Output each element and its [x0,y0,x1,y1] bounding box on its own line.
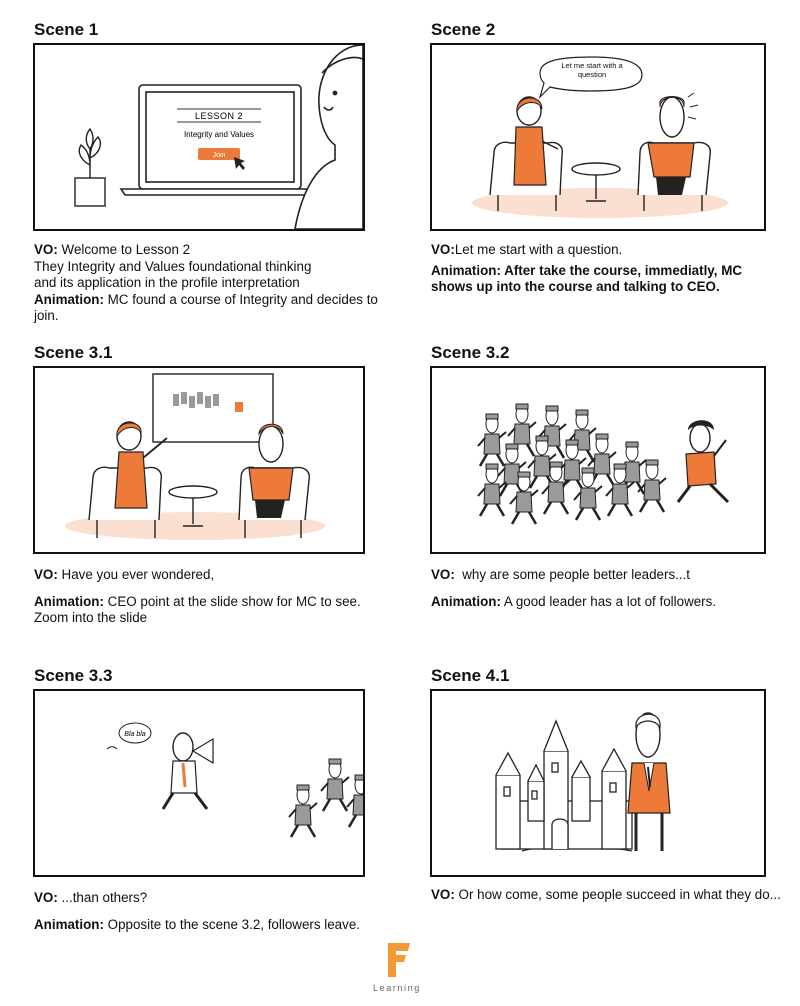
vo-line-3: and its application in the profile interpretation [34,275,300,290]
vo-text: ...than others? [61,890,148,905]
scene-3-2-illustration [432,368,764,552]
screen-course: Integrity and Values [183,130,255,139]
scene-3-2-frame [430,366,766,554]
logo-text: Learning [373,983,421,993]
speech-text: Bla bla [124,731,146,738]
vo-text: Have you ever wondered, [61,567,215,582]
vo-text: Or how come, some people succeed in what they do... [458,887,781,902]
scene-3-1-title: Scene 3.1 [34,343,113,362]
vo-text: why are some people better leaders...t [462,567,691,582]
scene-3-1-caption [34,567,374,627]
slide-board [153,374,273,442]
successful-man-character [628,713,670,851]
vo-label: VO: [34,890,58,905]
plant-icon [75,129,105,206]
anim-text-2: Zoom into the slide [34,610,148,625]
vo-text: Let me start with a question. [454,242,623,257]
scene-3-3-frame [33,689,365,877]
join-button-label: Join [212,152,226,159]
follower-figure [638,460,666,512]
followers-crowd [478,404,666,524]
scene-4-1-title: Scene 4.1 [431,666,510,685]
follower-figure [289,785,317,837]
scene-4-1-frame [430,689,766,877]
scene-3-1-illustration [35,368,363,552]
leader-character [678,420,728,502]
follower-figure [321,759,349,811]
slide-leader [235,402,243,412]
vo-label: VO: [34,242,58,257]
follower-figure [347,775,363,827]
laptop-icon [121,85,321,195]
anim-label: Animation: [34,593,104,609]
vo-line-1: Welcome to Lesson 2 [61,242,191,257]
vo-label: VO: [34,567,58,582]
anim-text: Opposite to the scene 3.2, followers leave. [107,916,360,932]
anim-label: Animation: [34,916,104,932]
vo-label: VO: [431,567,455,582]
logo-f-icon [388,943,410,977]
vo-label: VO: [431,887,455,902]
screen-lesson: LESSON 2 [194,111,244,121]
scene-2-title: Scene 2 [431,20,496,39]
speech-text: Let me start with a question [561,61,623,79]
scene-4-1-illustration [432,691,764,875]
scene-2-frame [430,43,766,231]
scene-3-1-frame [33,366,365,554]
anim-label: Animation: [34,291,104,307]
scene-3-3-illustration [35,691,363,875]
scene-2-caption [431,242,781,296]
followers-leaving [289,759,363,837]
scene-1-illustration [35,45,363,229]
scene-4-1-caption [431,887,781,904]
scene-1-caption [34,242,379,325]
scene-1-frame [33,43,365,231]
vo-label: VO: [431,242,455,257]
follower-figure [478,414,506,466]
anim-text: A good leader has a lot of followers. [503,593,717,609]
anim-text: Animation: After take the course, immediatly, MC shows up into the course and talking to CEO. [431,262,743,294]
scene-2-illustration [432,45,764,229]
scene-3-2-title: Scene 3.2 [431,343,510,362]
scene-3-3-caption [34,890,374,933]
person-icon [295,45,363,229]
manager-character [163,733,213,809]
vo-line-2: They Integrity and Values foundational thinking [34,258,312,274]
anim-label: Animation: [431,593,501,609]
scene-1-title: Scene 1 [34,20,99,39]
anim-text: MC found a course of Integrity and decides to join. [34,291,378,323]
scene-3-3-title: Scene 3.3 [34,666,113,685]
anim-text: CEO point at the slide show for MC to see. [107,593,361,609]
megaphone-icon [193,739,213,763]
scene-3-2-caption [431,567,781,610]
f-learning-logo [366,941,436,981]
castle-icon [496,721,632,851]
